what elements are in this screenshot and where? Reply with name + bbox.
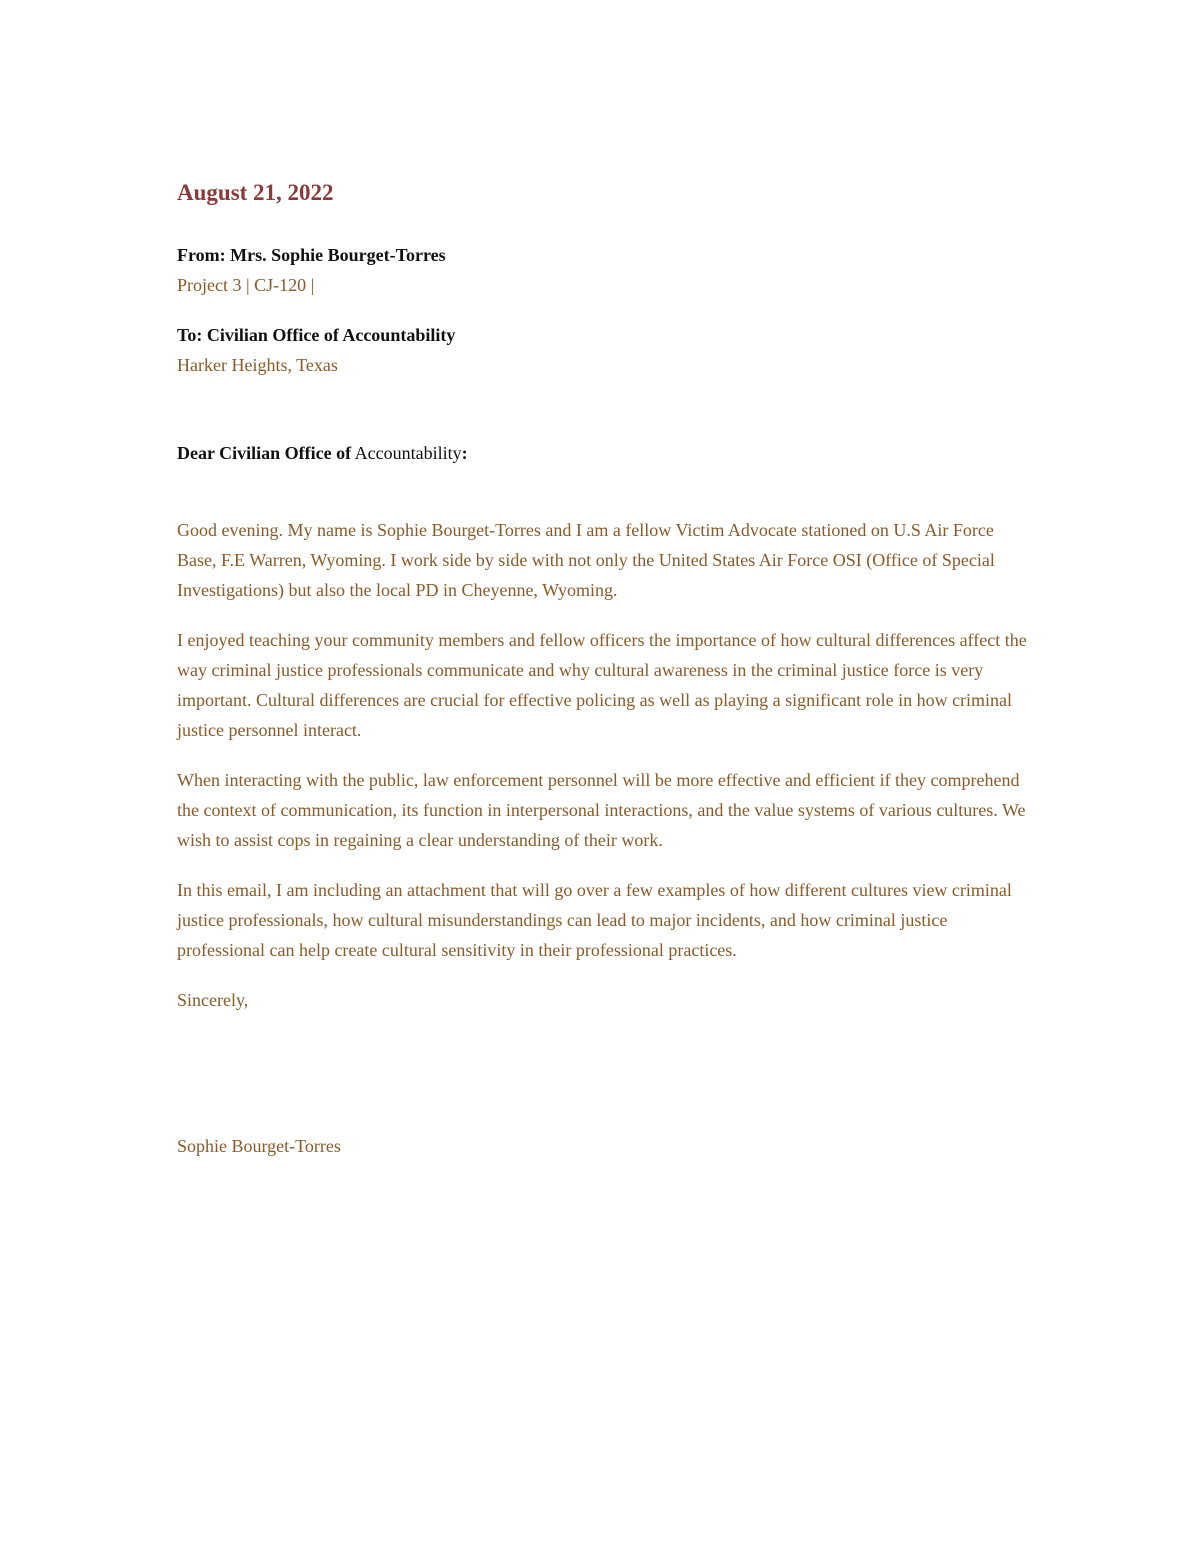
- sender-label: From: Mrs. Sophie Bourget-Torres: [177, 245, 446, 265]
- body-paragraph: Good evening. My name is Sophie Bourget-Torres and I am a fellow Victim Advocate stationed on U.S Air Force Base, F.E Warren, Wyoming. I work side by side with not only the United States Air Force OSI (Office of Special Investigations) but also the local PD in Cheyenne, Wyoming.: [177, 520, 995, 600]
- salutation: [177, 438, 1037, 468]
- sender-course-info: Project 3 | CJ-120 |: [177, 275, 315, 295]
- body-paragraph: When interacting with the public, law enforcement personnel will be more effective and efficient if they comprehend the context of communication, its function in interpersonal interactions, and the value systems of various cultures. We wish to assist cops in regaining a clear understanding of their work.: [177, 770, 1026, 850]
- closing: Sincerely,: [177, 990, 249, 1010]
- body-paragraph: I enjoyed teaching your community members and fellow officers the importance of how cultural differences affect the way criminal justice professionals communicate and why cultural awareness in the criminal justice force is very important. Cultural differences are crucial for effective policing as well as playing a significant role in how criminal justice personnel interact.: [177, 630, 1027, 740]
- recipient-location: Harker Heights, Texas: [177, 355, 338, 375]
- recipient-block: [177, 320, 1037, 380]
- salutation-bold: Dear Civilian Office of: [177, 443, 352, 463]
- letter-paragraphs: [177, 515, 1037, 965]
- letter-date: August 21, 2022: [177, 180, 334, 205]
- salutation-colon: :: [461, 443, 468, 463]
- recipient-label: To: Civilian Office of Accountability: [177, 325, 456, 345]
- letter-body: [177, 176, 1037, 1161]
- signature-name: Sophie Bourget-Torres: [177, 1136, 341, 1156]
- body-paragraph: In this email, I am including an attachment that will go over a few examples of how different cultures view criminal justice professionals, how cultural misunderstandings can lead to major incidents, and how criminal justice professional can help create cultural sensitivity in their professional practices.: [177, 880, 1012, 960]
- salutation-regular: Accountability: [351, 443, 462, 463]
- sender-block: [177, 240, 1037, 300]
